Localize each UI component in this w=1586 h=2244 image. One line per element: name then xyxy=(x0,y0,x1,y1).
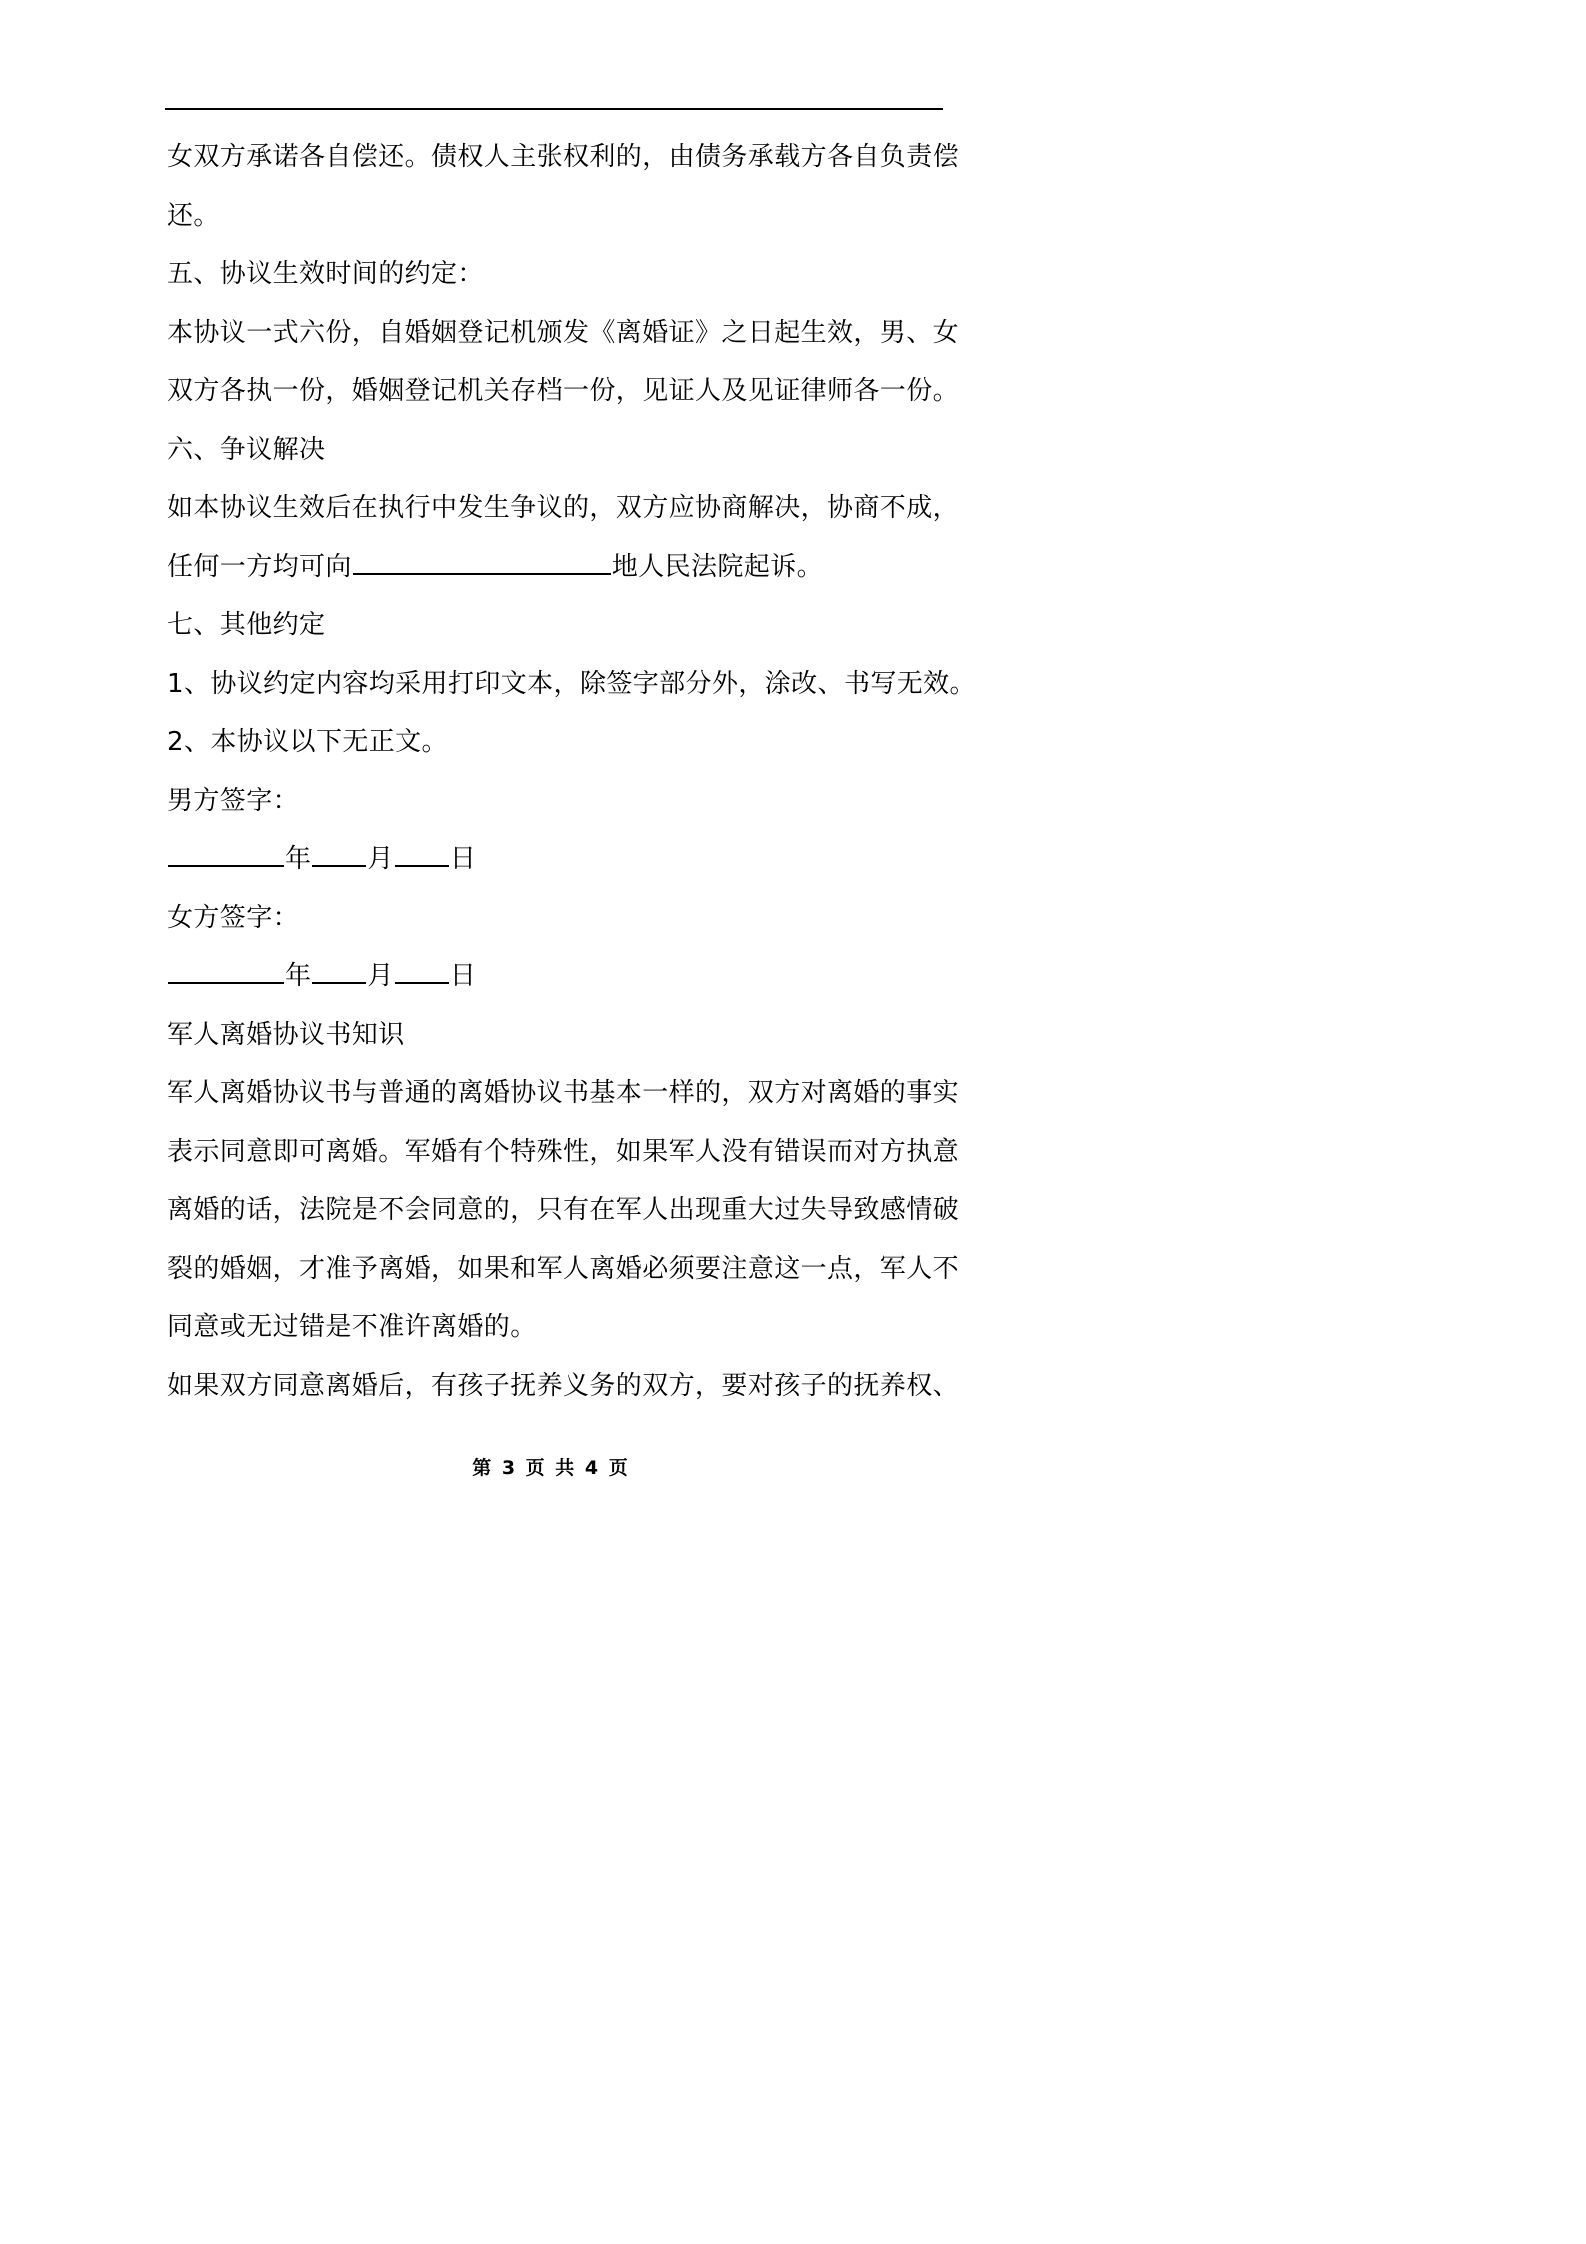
section-heading: 六、争议解决 xyxy=(167,434,326,465)
body-line: 如果双方同意离婚后，有孩子抚养义务的双方，要对孩子的抚养权、 xyxy=(167,1370,960,1401)
body-line: 裂的婚姻，才准予离婚，如果和军人离婚必须要注意这一点，军人不 xyxy=(167,1253,960,1284)
body-line: 如本协议生效后在执行中发生争议的，双方应协商解决，协商不成， xyxy=(167,493,960,523)
section-heading: 军人离婚协议书知识 xyxy=(167,1019,405,1050)
day-blank xyxy=(395,843,449,867)
year-label: 年 xyxy=(285,961,312,991)
body-line: 本协议一式六份，自婚姻登记机颁发《离婚证》之日起生效，男、女 xyxy=(167,317,960,348)
court-line xyxy=(167,538,957,597)
male-date-line xyxy=(167,830,957,889)
female-date-line xyxy=(167,947,957,1006)
body-line: 离婚的话，法院是不会同意的，只有在军人出现重大过失导致感情破 xyxy=(167,1195,960,1225)
header-rule xyxy=(165,108,943,110)
day-label: 日 xyxy=(449,844,477,874)
body-line: 女双方承诺各自偿还。债权人主张权利的，由债务承载方各自负责偿 xyxy=(167,142,960,172)
court-line-prefix: 任何一方均可向 xyxy=(167,551,352,582)
female-signature-label: 女方签字： xyxy=(167,902,300,933)
body-line: 还。 xyxy=(167,200,220,231)
day-blank xyxy=(395,960,449,984)
year-label: 年 xyxy=(285,844,312,874)
body-line: 表示同意即可离婚。军婚有个特殊性，如果军人没有错误而对方执意 xyxy=(167,1136,960,1167)
document-body xyxy=(167,128,976,1415)
year-blank xyxy=(168,843,284,867)
body-line: 军人离婚协议书与普通的离婚协议书基本一样的，双方对离婚的事实 xyxy=(167,1078,960,1108)
body-line: 同意或无过错是不准许离婚的。 xyxy=(167,1312,537,1342)
year-blank xyxy=(168,960,284,984)
month-blank xyxy=(312,843,366,867)
month-label: 月 xyxy=(367,961,394,991)
section-heading: 七、其他约定 xyxy=(167,610,326,640)
court-line-suffix: 地人民法院起诉。 xyxy=(611,551,824,582)
body-line: 1、协议约定内容均采用打印文本，除签字部分外，涂改、书写无效。 xyxy=(167,668,976,699)
section-heading: 五、协议生效时间的约定： xyxy=(167,259,484,289)
month-blank xyxy=(312,960,366,984)
male-signature-label: 男方签字： xyxy=(167,785,300,816)
body-line: 双方各执一份，婚姻登记机关存档一份，见证人及见证律师各一份。 xyxy=(167,376,960,406)
page-number: 第 3 页 共 4 页 xyxy=(472,1457,630,1479)
month-label: 月 xyxy=(367,844,394,874)
day-label: 日 xyxy=(449,961,477,991)
body-line: 2、本协议以下无正文。 xyxy=(167,727,448,757)
court-blank xyxy=(353,551,611,575)
